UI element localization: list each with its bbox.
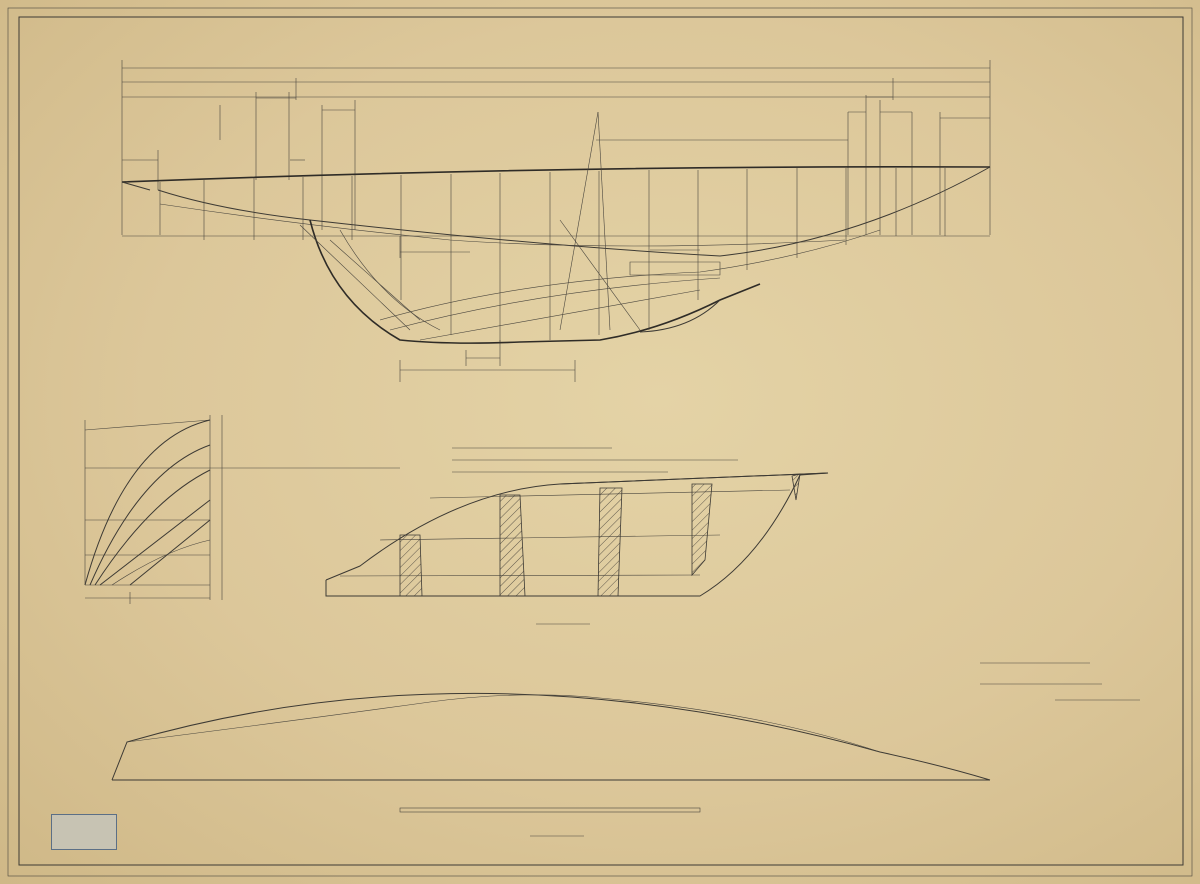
outer-border: [8, 8, 1192, 876]
profile-view: [122, 60, 990, 382]
keel-view: [326, 473, 828, 624]
notes-block: [452, 448, 738, 472]
title-block: [980, 663, 1140, 700]
diagonal-view: [85, 415, 400, 604]
deck-plan: [112, 693, 990, 836]
museum-stamp: [51, 814, 117, 850]
inner-border: [19, 17, 1183, 865]
